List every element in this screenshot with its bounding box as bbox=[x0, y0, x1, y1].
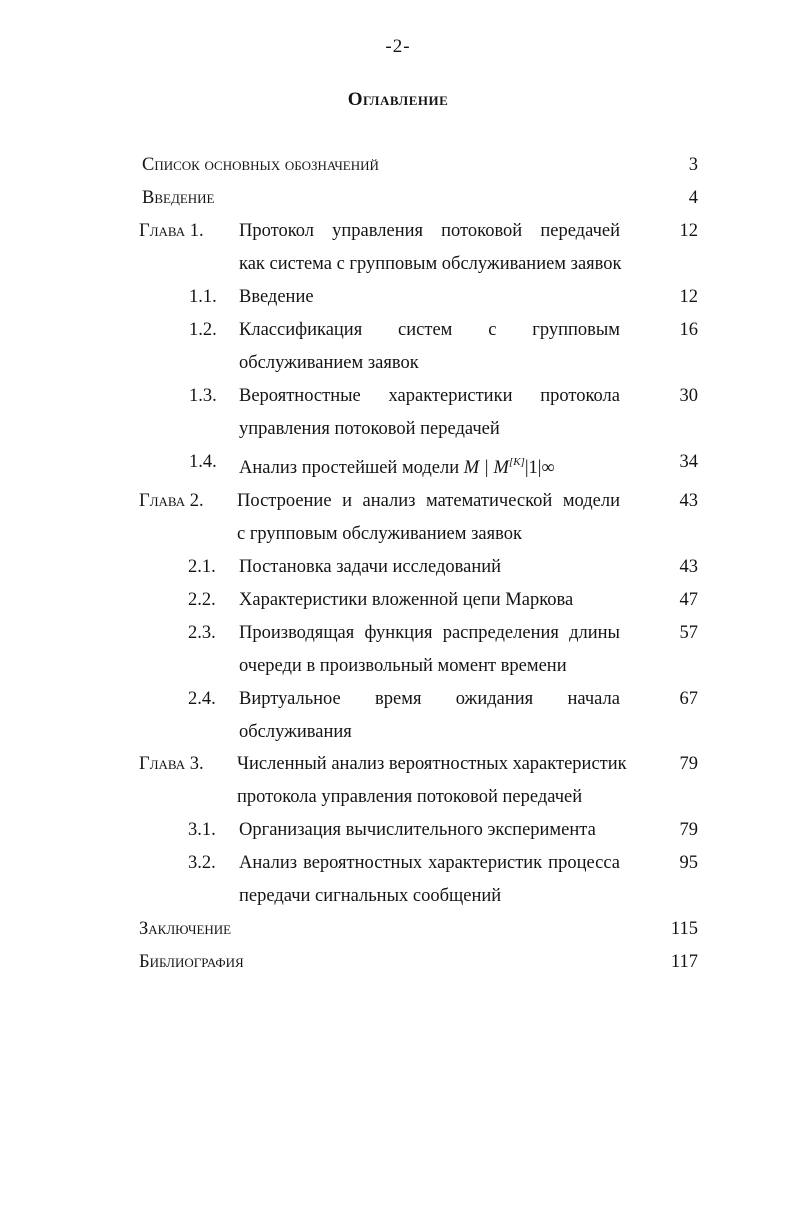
toc-section-1-2-cont: обслуживанием заявок bbox=[239, 353, 419, 373]
toc-section-number: 1.4. bbox=[189, 452, 217, 472]
toc-chapter-1-title[interactable]: Протокол управления потоковой передачей bbox=[239, 221, 620, 241]
toc-page-chapter-2: 43 bbox=[679, 491, 698, 511]
toc-section-1-3-cont: управления потоковой передачей bbox=[239, 419, 500, 439]
toc-page-section-2-2: 47 bbox=[679, 590, 698, 610]
toc-section-1-1[interactable]: Введение bbox=[239, 287, 314, 307]
toc-page-section-2-4: 67 bbox=[679, 689, 698, 709]
toc-section-number: 3.2. bbox=[188, 853, 216, 873]
toc-page-chapter-1: 12 bbox=[679, 221, 698, 241]
toc-entry-bibliography[interactable]: Библиография bbox=[139, 952, 244, 972]
toc-page-section-2-1: 43 bbox=[679, 557, 698, 577]
toc-section-number: 1.3. bbox=[189, 386, 217, 406]
toc-chapter-2-title[interactable]: Построение и анализ математической модели bbox=[237, 491, 620, 511]
toc-section-3-2[interactable]: Анализ вероятностных характеристик процесса bbox=[239, 853, 620, 873]
toc-section-2-3[interactable]: Производящая функция распределения длины bbox=[239, 623, 620, 643]
toc-page-chapter-3: 79 bbox=[679, 754, 698, 774]
toc-section-2-4-cont: обслуживания bbox=[239, 722, 352, 742]
toc-chapter-3-title-cont: протокола управления потоковой передачей bbox=[237, 787, 583, 807]
toc-section-1-2[interactable]: Классификация систем с групповым bbox=[239, 320, 620, 340]
toc-section-number: 1.2. bbox=[189, 320, 217, 340]
toc-page-section-3-2: 95 bbox=[679, 853, 698, 873]
toc-section-number: 2.2. bbox=[188, 590, 216, 610]
page-number: -2- bbox=[385, 36, 411, 57]
toc-section-number: 2.3. bbox=[188, 623, 216, 643]
toc-page-section-1-2: 16 bbox=[679, 320, 698, 340]
toc-section-2-4[interactable]: Виртуальное время ожидания начала bbox=[239, 689, 620, 709]
toc-section-2-2[interactable]: Характеристики вложенной цепи Маркова bbox=[239, 590, 574, 610]
toc-page-bibliography: 117 bbox=[670, 952, 698, 972]
toc-chapter-1-title-cont: как система с групповым обслуживанием заявок bbox=[239, 254, 622, 274]
toc-chapter-2-label: Глава 2. bbox=[139, 491, 204, 511]
toc-page-section-1-4: 34 bbox=[679, 452, 698, 472]
toc-page-section-1-3: 30 bbox=[679, 386, 698, 406]
toc-section-number: 3.1. bbox=[188, 820, 216, 840]
queue-model-formula: M | M[K]|1|∞ bbox=[463, 456, 555, 478]
toc-section-2-1[interactable]: Постановка задачи исследований bbox=[239, 557, 502, 577]
toc-page-conclusion: 115 bbox=[670, 919, 698, 939]
toc-section-3-1[interactable]: Организация вычислительного эксперимента bbox=[239, 820, 596, 840]
toc-section-1-4[interactable] bbox=[239, 446, 555, 479]
toc-chapter-3-label: Глава 3. bbox=[139, 754, 204, 774]
toc-section-number: 2.4. bbox=[188, 689, 216, 709]
toc-page-notation: 3 bbox=[688, 155, 698, 175]
toc-section-1-3[interactable]: Вероятностные характеристики протокола bbox=[239, 386, 620, 406]
toc-entry-conclusion[interactable]: Заключение bbox=[139, 919, 232, 939]
toc-chapter-2-title-cont: с групповым обслуживанием заявок bbox=[237, 524, 522, 544]
toc-page-section-2-3: 57 bbox=[679, 623, 698, 643]
toc-section-number: 1.1. bbox=[189, 287, 217, 307]
toc-entry-intro[interactable]: Введение bbox=[142, 188, 215, 208]
toc-chapter-3-title[interactable]: Численный анализ вероятностных характеристик bbox=[237, 754, 627, 774]
toc-page-section-1-1: 12 bbox=[679, 287, 698, 307]
toc-page-intro: 4 bbox=[688, 188, 698, 208]
toc-entry-notation[interactable]: Список основных обозначений bbox=[142, 155, 379, 175]
page-title: Оглавление bbox=[347, 89, 449, 110]
toc-page-section-3-1: 79 bbox=[679, 820, 698, 840]
toc-section-1-4-text: Анализ простейшей модели bbox=[239, 458, 460, 478]
toc-section-3-2-cont: передачи сигнальных сообщений bbox=[239, 886, 502, 906]
toc-chapter-1-label: Глава 1. bbox=[139, 221, 204, 241]
toc-section-2-3-cont: очереди в произвольный момент времени bbox=[239, 656, 567, 676]
toc-section-number: 2.1. bbox=[188, 557, 216, 577]
